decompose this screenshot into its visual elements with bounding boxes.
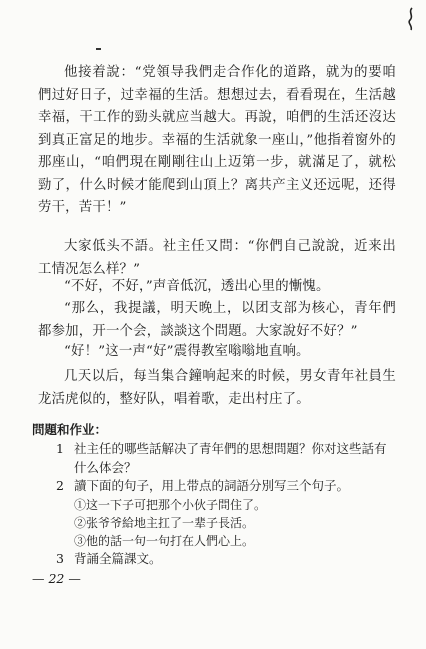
- exercise-number: 3: [56, 550, 64, 566]
- paragraph-3: “不好，不好，”声音低沉，透出心里的慚愧。: [64, 279, 330, 294]
- page-number: — 22 —: [32, 571, 81, 586]
- exercise-number: 1: [56, 441, 64, 456]
- exercise-list: [32, 440, 392, 568]
- exercise-text: 背誦全篇課文。: [74, 550, 162, 566]
- exercise-item: [32, 550, 392, 569]
- exercise-item: [32, 440, 392, 477]
- paragraph-2: 大家低头不語。社主任又問：“你們自己說說，近来出工情况怎么样？”: [38, 239, 396, 277]
- binding-mark-icon: [404, 6, 418, 32]
- exercise-number: 2: [56, 478, 64, 493]
- exercises-heading: 問題和作业：: [32, 422, 108, 437]
- example-sentence: ③他的話一句一句打在人們心上。: [74, 533, 255, 548]
- exercise-text: 社主任的哪些話解决了青年們的思想問題？你对这些話有什么体会？: [74, 441, 387, 475]
- example-sentence: ①这一下子可把那个小伙子問住了。: [74, 497, 267, 512]
- ink-speck: [96, 48, 101, 50]
- exercise-text: 讀下面的句子，用上带点的詞語分別写三个句子。: [74, 478, 350, 493]
- paragraph-6: 几天以后，每当集合鐘响起来的时候，男女青年社員生龙活虎似的，整好队，唱着歌，走出村庄了。: [38, 369, 396, 407]
- exercise-item: [32, 477, 392, 496]
- paragraph-1: 他接着說：“党領导我們走合作化的道路，就为的要咱們过好日子，过幸福的生活。想想过去，看看現在，生活越幸福，干工作的勁头就应当越大。再說，咱們的生活还沒达到真正富足的地步。幸福的生活就象一座山，”他指着窗外的那座山，“咱們現在剛剛往山上迈第一步，就滿足了，就松勁了，什么时候才能爬到山頂上？离共产主义还远呢，还得劳干，苦干！”: [38, 65, 396, 215]
- paragraph-4: “那么，我提議，明天晚上，以团支部为核心，青年們都参加，开一个会，談談这个問題。大家說好不好？”: [38, 301, 396, 339]
- example-sentence: ②张爷爷給地主扛了一辈子長活。: [74, 515, 255, 530]
- paragraph-5: “好！”这一声“好”震得教室嗡嗡地直响。: [64, 344, 310, 359]
